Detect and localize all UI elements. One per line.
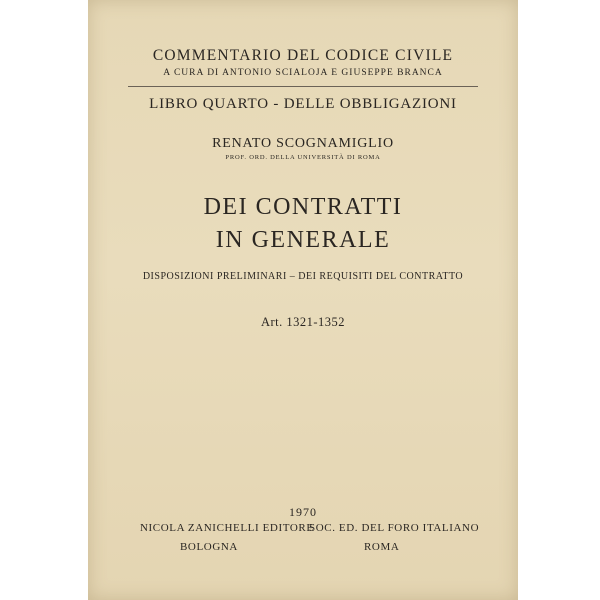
city-bologna: BOLOGNA bbox=[180, 541, 238, 553]
series-editors: A CURA DI ANTONIO SCIALOJA E GIUSEPPE BRANCA bbox=[163, 68, 443, 78]
publisher-zanichelli: NICOLA ZANICHELLI EDITORE bbox=[140, 522, 314, 534]
publisher-foro-italiano: SOC. ED. DEL FORO ITALIANO bbox=[309, 522, 480, 534]
publication-year: 1970 bbox=[289, 505, 317, 519]
article-range: Art. 1321-1352 bbox=[260, 315, 346, 329]
author-affiliation: PROF. ORD. DELLA UNIVERSITÀ DI ROMA bbox=[225, 154, 381, 161]
subtitle: DISPOSIZIONI PRELIMINARI – DEI REQUISITI DEL CONTRATTO bbox=[142, 271, 464, 282]
series-title: COMMENTARIO DEL CODICE CIVILE bbox=[152, 47, 454, 64]
main-title-line-1: DEI CONTRATTI bbox=[203, 194, 403, 220]
title-page bbox=[88, 0, 518, 600]
main-title-line-2: IN GENERALE bbox=[215, 227, 391, 253]
city-roma: ROMA bbox=[364, 541, 400, 553]
author-name: RENATO SCOGNAMIGLIO bbox=[212, 136, 394, 151]
book-title: LIBRO QUARTO - DELLE OBBLIGAZIONI bbox=[149, 96, 457, 112]
divider-rule bbox=[128, 86, 478, 87]
